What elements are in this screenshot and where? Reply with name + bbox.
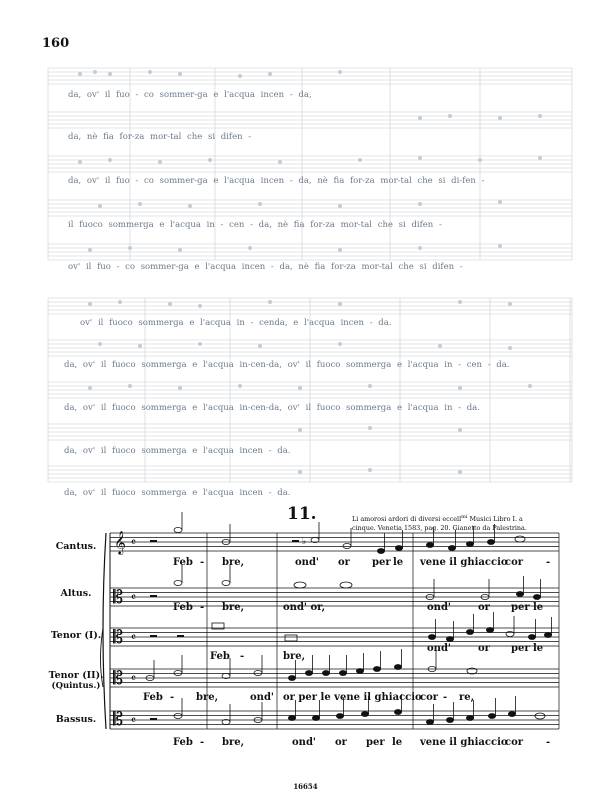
lyric-cantus: vene il ghiaccio (420, 557, 508, 568)
lyric-bassus: - (546, 737, 551, 748)
voice-label-altus: Altus. (60, 588, 92, 599)
lyric-bassus: vene il ghiaccio (420, 737, 508, 748)
lyric-tenor-1: bre, (283, 651, 306, 662)
lyric-tenor-1: - (240, 651, 245, 662)
common-time-icon: 𝄴 (131, 672, 136, 685)
common-time-icon: 𝄴 (131, 591, 136, 604)
common-time-icon: 𝄴 (131, 536, 136, 549)
lyric-tenor-1: or (478, 643, 490, 654)
faded-lyric-1-1: da, ov' il fuo - co sommer-ga e l'acqua incen - da, (68, 90, 312, 100)
lyric-bassus: ond' (292, 737, 316, 748)
voice-label-bassus: Bassus. (55, 714, 97, 725)
faded-lyric-2-2: da, ov' il fuoco sommerga e l'acqua in-cen-da, ov' il fuoco sommerga e l'acqua in - cen - da. (64, 360, 510, 370)
lyric-tenor-2: or per le vene il ghiaccio (283, 692, 422, 703)
lyric-tenor-2: cor (420, 692, 439, 703)
source-note-line-1b: Musici Libro I. a (467, 515, 523, 524)
plate-number: 16654 (293, 782, 318, 791)
lyric-altus: bre, (222, 602, 245, 613)
lyric-tenor-2: - (443, 692, 448, 703)
lyric-tenor-2: ond' (250, 692, 274, 703)
lyric-bassus: le (392, 737, 403, 748)
lyric-tenor-1: Feb (210, 651, 230, 662)
clefs (113, 530, 136, 730)
lyric-cantus: - (546, 557, 551, 568)
lyric-cantus: ond' (295, 557, 319, 568)
voice-label-tenor-1: Tenor (I). (50, 630, 102, 641)
source-note-superscript: mi (461, 514, 468, 520)
common-time-icon: 𝄴 (131, 714, 136, 727)
voice-label-tenor-2: Tenor (II). (48, 670, 104, 681)
faded-lyric-1-4: il fuoco sommerga e l'acqua in - cen - da, nè fia for-za mor-tal che si difen - (68, 220, 442, 230)
c-clef-icon: 𝄡 (113, 668, 124, 689)
lyric-altus: le (533, 602, 544, 613)
voice-label-quintus: (Quintus.) (51, 681, 101, 691)
faded-lyric-2-3: da, ov' il fuoco sommerga e l'acqua in-cen-da, ov' il fuoco sommerga e l'acqua in - da. (64, 403, 480, 413)
lyric-bassus: bre, (222, 737, 245, 748)
lyric-altus: - (200, 602, 205, 613)
lyric-altus: or (478, 602, 490, 613)
lyric-altus: per (511, 602, 530, 613)
treble-clef-icon: 𝄞 (114, 530, 126, 554)
lyric-cantus: le (393, 557, 404, 568)
lyric-bassus: Feb (173, 737, 193, 748)
faded-lyric-1-2: da, nè fia for-za mor-tal che si difen - (68, 132, 252, 142)
common-time-icon: 𝄴 (131, 631, 136, 644)
lyric-bassus: - (200, 737, 205, 748)
faded-lyric-1-3: da, ov' il fuo - co sommer-ga e l'acqua incen - da, nè fia for-za mor-tal che si di-fen - (68, 176, 485, 186)
lyric-cantus: Feb (173, 557, 193, 568)
lyric-tenor-1: le (533, 643, 544, 654)
faded-lyric-2-1: ov' il fuoco sommerga e l'acqua in - cenda, e l'acqua incen - da. (80, 318, 392, 328)
faded-lyric-2-5: da, ov' il fuoco sommerga e l'acqua incen - da. (64, 488, 291, 498)
lyric-altus: ond' (427, 602, 451, 613)
page-number: 160 (42, 36, 70, 51)
svg-text:♭: ♭ (302, 537, 307, 547)
piece-number: 11. (287, 504, 317, 524)
lyric-cantus: cor (505, 557, 524, 568)
lyric-altus: ond' or, (283, 602, 326, 613)
lyric-cantus: per (372, 557, 391, 568)
lyric-bassus: or (335, 737, 347, 748)
lyric-cantus: or (338, 557, 350, 568)
c-clef-icon: 𝄡 (113, 627, 124, 648)
c-clef-icon: 𝄡 (113, 587, 124, 608)
lyric-tenor-2: - (170, 692, 175, 703)
faded-lyric-2-4: da, ov' il fuoco sommerga e l'acqua incen - da. (64, 446, 291, 456)
lyric-tenor-2: re, (459, 692, 475, 703)
lyric-tenor-1: per (511, 643, 530, 654)
lyric-tenor-1: ond' (427, 643, 451, 654)
voice-label-cantus: Cantus. (55, 541, 97, 552)
lyric-bassus: cor (505, 737, 524, 748)
source-note-line-2: cinque. Venetia 1583, pag. 20. Gianetto da Palestrina. (352, 524, 527, 533)
faded-lyric-1-5: ov' il fuo - co sommer-ga e l'acqua incen - da, nè fia for-za mor-tal che si difen - (68, 262, 463, 272)
c-clef-icon: 𝄡 (113, 709, 124, 730)
lyric-tenor-2: Feb (143, 692, 163, 703)
lyric-bassus: per (366, 737, 385, 748)
lyric-tenor-2: bre, (196, 692, 219, 703)
lyric-cantus: - (200, 557, 205, 568)
source-note-line-1: Li amorosi ardori di diversi eccell (352, 515, 462, 524)
lyric-cantus: bre, (222, 557, 245, 568)
lyric-altus: Feb (173, 602, 193, 613)
